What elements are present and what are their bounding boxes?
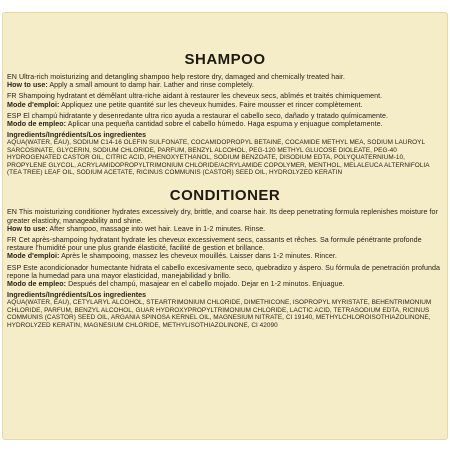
conditioner-fr-mode (7, 252, 443, 260)
conditioner-esp-description: ESP Este acondicionador humectante hidrata el cabello excesivamente seco, quebradizo y áspero. Su fórmula de penetración profunda repone la humedad para una mayor elasticidad, manejabilidad y brillo. (7, 263, 440, 280)
shampoo-fr-mode (7, 101, 443, 109)
shampoo-fr-description: FR Shampoing hydratant et démêlant ultra-riche aidant à restaurer les cheveux secs, abîmés et traités chimiquement. (7, 92, 383, 101)
conditioner-ingredients-heading: Ingredients/Ingrédients/Los ingredientes (7, 291, 147, 300)
shampoo-esp-mode (7, 120, 443, 128)
conditioner-fr-description: FR Cet après-shampoing hydratant hydrate les cheveux excessivement secs, cassants et rêches. Sa formule pénétrante profonde restaure l'humidité pour une plus grande élasticité, facilité de gestion et brillance. (7, 236, 422, 253)
shampoo-en-howto-label: How to use: (7, 81, 48, 90)
conditioner-en-howto-text: After shampoo, massage into wet hair. Leave in 1-2 minutes. Rinse. (47, 224, 266, 233)
product-label-panel (2, 12, 448, 440)
shampoo-en-howto-text: Apply a small amount to damp hair. Lather and rinse completely. (47, 81, 254, 90)
shampoo-en-description: EN Ultra-rich moisturizing and detangling shampoo help restore dry, damaged and chemically treated hair. (7, 73, 345, 81)
conditioner-en-description: EN This moisturizing conditioner hydrates excessively dry, brittle, and coarse hair. Its deep penetrating formula replenishes moisture for greater elasticity, manageability and shine. (7, 208, 438, 225)
conditioner-fr-mode-label: Mode d'emploi: (7, 252, 60, 261)
shampoo-fr-mode-label: Mode d'emploi: (7, 100, 60, 109)
conditioner-esp-mode (7, 280, 443, 288)
shampoo-heading: SHAMPOO (184, 51, 266, 68)
shampoo-esp-mode-label: Modo de empleo: (7, 120, 67, 129)
shampoo-fr-mode-text: Appliquez une petite quantité sur les cheveux humides. Faire mousser et rincer complètement. (59, 100, 363, 109)
conditioner-en-howto (7, 225, 443, 233)
conditioner-heading: CONDITIONER (169, 187, 281, 205)
conditioner-esp-mode-label: Modo de empleo: (7, 280, 67, 289)
shampoo-esp-mode-text: Aplicar una pequeña cantidad sobre el cabello húmedo. Haga espuma y enjuague completamente. (66, 120, 383, 129)
conditioner-en-howto-label: How to use: (7, 224, 48, 233)
conditioner-esp-mode-text: Después del champú, masajear en el cabello mojado. Dejar en 1-2 minutos. Enjuague. (66, 280, 345, 289)
shampoo-ingredients-list: AQUA(WATER, EAU), SODIUM C14-16 OLEFIN SULFONATE, COCAMIDOPROPYL BETAINE, COCAMIDE METHYL MEA, SODIUM LAUROYL SARCOSINATE, GLYCERIN, SODIUM CHLORIDE, PARFUM, BENZYL ALCOHOL, PEG-120 METHYL GLUCOSE DIOLEATE, PEG-40 HYDROGENATED CASTOR OIL, CITRIC ACID, PHENOXYETHANOL, SODIUM BENZOATE, DISODIUM EDTA, POLYQUATERNIUM-10, PROPYLENE GLYCOL, ACRYLAMIDOPROPYLTRIMONIUM CHLORIDE/ACRYLAMIDE COPOLYMER, MENTHOL, MELALEUCA ALTERNIFOLIA (TEA TREE) LEAF OIL, SODIUM ACETATE, RICINUS COMMUNIS (CASTOR) SEED OIL, HYDROLYZED KERATIN (7, 139, 430, 177)
conditioner-ingredients-list: AQUA(WATER, EAU), CETYLARYL ALCOHOL, STEARTRIMONIUM CHLORIDE, DIMETHICONE, ISOPROPYL MYRISTATE, BEHENTRIMONIUM CHLORIDE, PARFUM, BENZYL ALCOHOL, GUAR HYDROXYPROPYLTRIMONIUM CHLORIDE, LACTIC ACID, TETRASODIUM EDTA, RICINUS COMMUNIS (CASTOR) SEED OIL, ARGANIA SPINOSA KERNEL OIL, MAGNESIUM NITRATE, CI 19140, METHYLCHLOROISOTHIAZOLINONE, HYDROLYZED KERATIN, MAGNESIUM CHLORIDE, METHYLISOTHIAZOLINONE, CI 42090 (7, 299, 432, 329)
shampoo-esp-description: ESP El champú hidratante y desenredante ultra rico ayuda a restaurar el cabello seco, dañado y tratado químicamente. (7, 111, 389, 120)
shampoo-en-howto (7, 81, 443, 89)
shampoo-ingredients-heading: Ingredients/Ingrédients/Los ingredientes (7, 131, 147, 140)
conditioner-fr-mode-text: Après le shampooing, massez les cheveux mouillés. Laisser dans 1-2 minutes. Rincer. (59, 252, 337, 261)
